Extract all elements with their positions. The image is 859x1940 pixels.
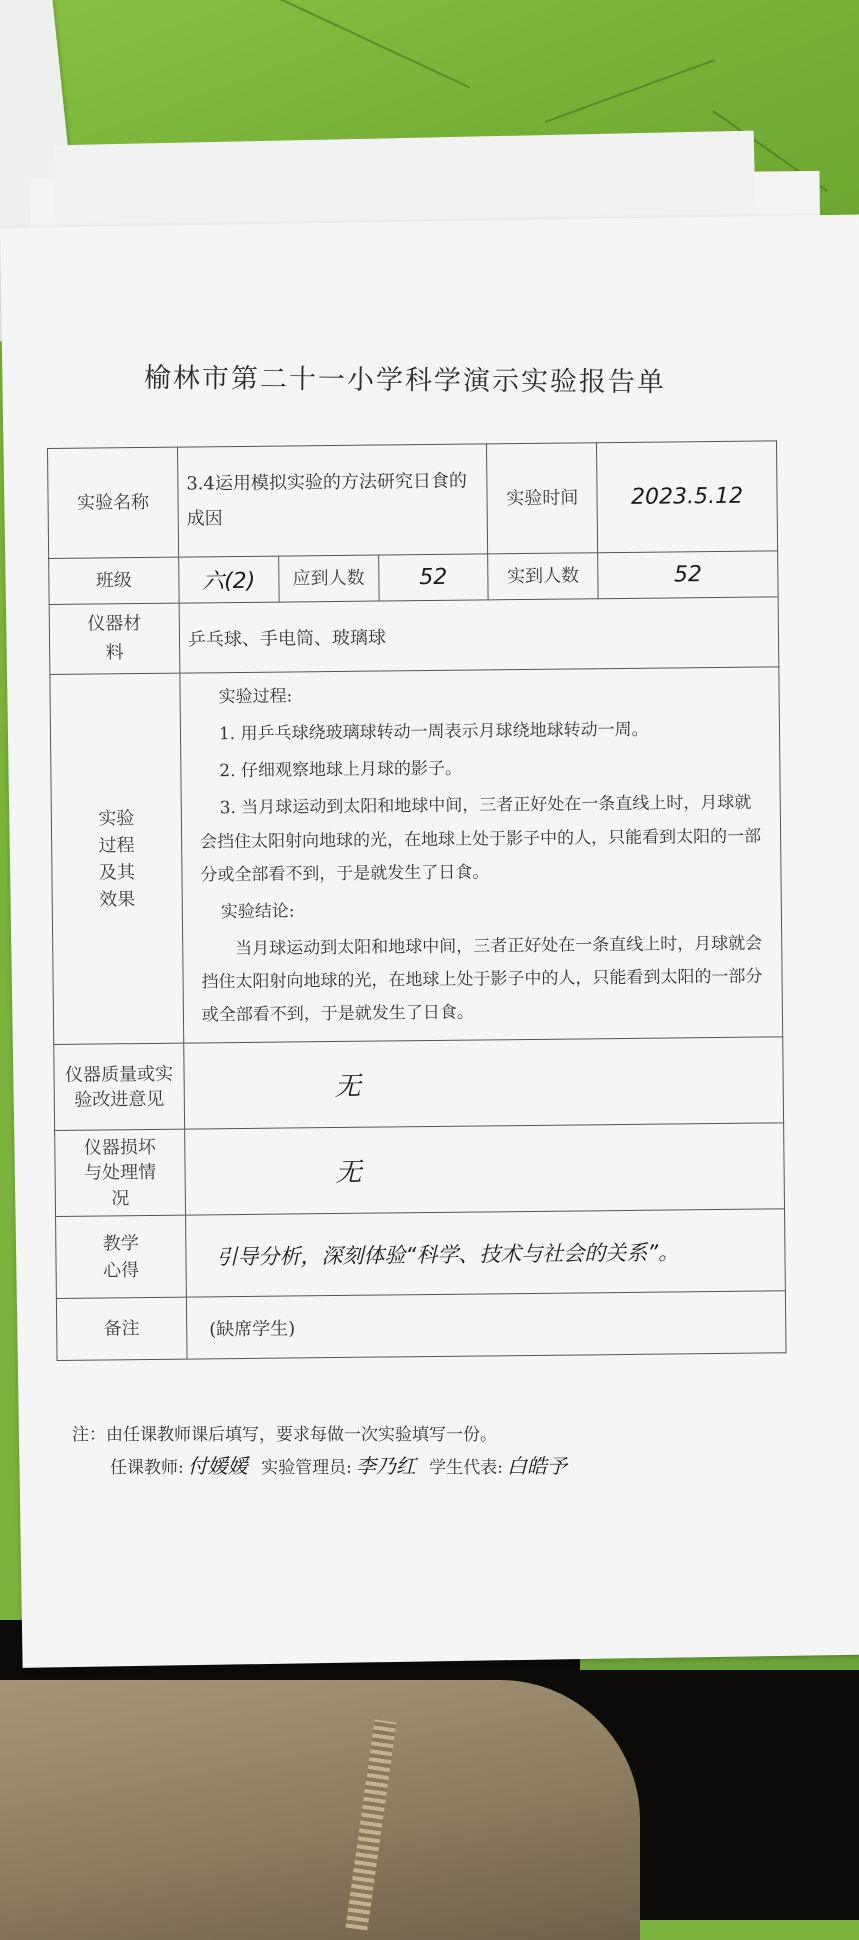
actual-count-value: 52: [598, 551, 778, 599]
row-materials: [49, 597, 779, 675]
process-step-2: 2. 仔细观察地球上月球的影子。: [219, 758, 463, 782]
expected-count-value: 52: [378, 554, 488, 601]
conclusion-text: 当月球运动到太阳和地球中间，三者正好处在一条直线上时，月球就会挡住太阳射向地球的光，在地球上处于影子中的人，只能看到太阳的一部分或全部看不到，于是就发生了日食。: [201, 933, 763, 1026]
row-process: [50, 667, 783, 1045]
materials-label: 仪器材料: [49, 603, 180, 674]
conclusion-title: 实验结论:: [220, 901, 295, 923]
row-class: [49, 551, 778, 605]
process-title: 实验过程:: [218, 686, 293, 708]
report-table: [47, 440, 787, 1361]
student-signature: 白皓予: [507, 1454, 568, 1478]
experiment-time-value: 2023.5.12: [597, 441, 778, 553]
process-label: 实验过程及其效果: [50, 673, 184, 1045]
student-label: 学生代表:: [429, 1458, 504, 1478]
remarks-label: 备注: [56, 1297, 187, 1360]
remarks-value: (缺席学生): [186, 1291, 786, 1359]
process-step-3: 3. 当月球运动到太阳和地球中间，三者正好处在一条直线上时，月球就会挡住太阳射向地球的光，在地球上处于影子中的人，只能看到太阳的一部分或全部看不到，于是就发生了日食。: [199, 793, 762, 886]
materials-value: 乒乓球、手电筒、玻璃球: [179, 597, 779, 673]
teaching-notes-value: 引导分析，深刻体验“科学、技术与社会的关系”。: [185, 1209, 785, 1297]
improvement-value: 无: [184, 1037, 784, 1129]
experiment-name-label: 实验名称: [48, 447, 179, 558]
teaching-notes-label: 教学心得: [56, 1215, 187, 1298]
actual-count-label: 实到人数: [488, 553, 598, 600]
row-damage: [55, 1123, 785, 1217]
fabric-cloth: [0, 1680, 640, 1940]
teacher-signature: 付媛媛: [187, 1454, 248, 1478]
row-remarks: [56, 1291, 786, 1361]
process-step-1: 1. 用乒乓球绕玻璃球转动一周表示月球绕地球转动一周。: [218, 719, 649, 745]
improvement-label: 仪器质量或实验改进意见: [54, 1044, 185, 1131]
expected-count-label: 应到人数: [278, 555, 378, 602]
manager-signature: 李乃红: [355, 1454, 416, 1478]
class-value: 六(2): [179, 556, 279, 603]
report-title: 榆林市第二十一小学科学演示实验报告单: [143, 362, 667, 399]
damage-value: 无: [185, 1123, 785, 1215]
damage-label: 仪器损坏与处理情况: [55, 1130, 186, 1217]
class-label: 班级: [49, 557, 179, 604]
process-content: [180, 667, 783, 1044]
teacher-label: 任课教师:: [110, 1458, 184, 1478]
signature-line: [110, 1450, 575, 1479]
footer-note: 注：由任课教师课后填写，要求每做一次实验填写一份。: [72, 1425, 497, 1445]
experiment-name-value: 3.4运用模拟实验的方法研究日食的成因: [177, 444, 488, 557]
manager-label: 实验管理员:: [261, 1458, 352, 1478]
row-improvement: [54, 1037, 784, 1131]
row-experiment-name: [48, 441, 778, 559]
row-teaching-notes: [56, 1209, 786, 1299]
experiment-time-label: 实验时间: [487, 443, 598, 554]
